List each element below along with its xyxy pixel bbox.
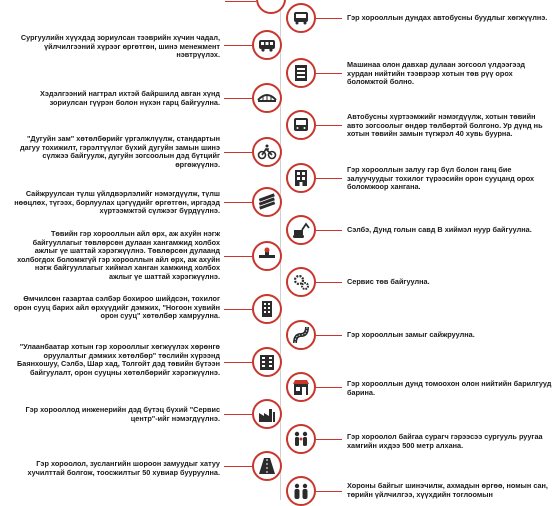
pipes-icon (252, 187, 282, 217)
excavator-icon (286, 215, 316, 245)
connector-line (316, 335, 342, 336)
road-icon (252, 451, 282, 481)
connector-line (224, 202, 252, 203)
connector-line (224, 309, 252, 310)
connector-line (316, 18, 342, 19)
left-item-text: Гэр хороолол, зуслангийн шороон замуудыг хатуу хучилттай болгож, тоосжилтыг 50 хувиар бууруулна. (27, 459, 220, 477)
connector-line (224, 414, 252, 415)
left-item-text: "Дугуйн зам" хөтөлбөрийг үргэлжлүүлж, стандартын дагуу тохижилт, гэрэлтүүлэг бүхий дугуйн замын шинэ сүлжээ байгуулж, дугуйн зогсоолын дэд бүтцийг өргөжүүлнэ. (20, 134, 220, 169)
left-item-text: Сургуулийн хүүхдэд зориулсан тээврийн хүчин чадал, үйлчилгээний хүрээг өргөтгөн, шинэ менежмент нэвтрүүлэх. (20, 33, 220, 60)
heating-pipe-icon (252, 241, 282, 271)
left-item-text: Гэр хорооллод инженерийн дэд бүтэц бүхий "Сервис центр"-ийг нэмэгдүүлнэ. (25, 405, 220, 423)
left-item-text: Сайжруулсан түлш үйлдвэрлэлийг нэмэгдүүлж, түлш нөөцлөх, түгээх, борлуулах цэгүүдийг өргөтгөн, иргэдэд хүртээмжтэй сүлжээг бүрдүүлнэ. (14, 189, 220, 216)
right-item-text: Хороны байгыг шинэчилж, ахмадын өргөө, номын сан, төрийн үйлчилгээ, хүүхдийн тоглоомын (347, 481, 548, 499)
connector-line (316, 439, 342, 440)
left-item-text: "Улаанбаатар хотын гэр хорооллыг хөгжүүлэх хөрөнгө оруулалтыг дэмжих хөтөлбөр" төслийн хүрээнд Баянхошуу, Сэлбэ, Шар хад, Толгойт дэд төвийн бүтээн байгуулалт, орон сууцны хөтөлбөрийг хэрэгжүүлнэ. (17, 342, 220, 377)
connector-line (224, 466, 252, 467)
right-item-text: Гэр хорооллын замыг сайжруулна. (347, 330, 475, 339)
right-item-text: Гэр хорооллын залуу гэр бүл болон ганц бие залуучуудыг тохилог түрээсийн орон сууцанд орох боломжоор хангана. (347, 165, 535, 192)
hospital-icon (286, 163, 316, 193)
right-item-text: Гэр хорооллын дунд томоохон олон нийтийн барилгууд барина. (347, 379, 552, 397)
connector-line (224, 362, 252, 363)
connector-line (316, 282, 342, 283)
bicycle-icon (252, 137, 282, 167)
connector-line (316, 491, 342, 492)
gears-icon (286, 267, 316, 297)
connector-line (316, 73, 342, 74)
right-item-text: Машинаа олон давхар дулаан зогсоол үлдээгээд хурдан нийтийн тээврээр хотын төв рүү орох боломжтой болно. (347, 60, 526, 87)
curved-road-icon (286, 320, 316, 350)
right-item-text: Сэлбэ, Дунд голын савд В хиймэл нуур байгуулна. (347, 225, 532, 234)
connector-line (316, 125, 342, 126)
connector-line (225, 1, 256, 2)
building-icon (252, 294, 282, 324)
right-item-text: Гэр хороолол байгаа сурагч гэрээсээ сургууль руугаа хамгийн ихдээ 500 метр алхана. (347, 432, 543, 450)
apartment-icon (252, 347, 282, 377)
bus-stop-icon (286, 3, 316, 33)
right-item-text: Автобусны хүртээмжийг нэмэгдүүлж, хотын төвийн авто зогсоолыг өндөр төлбөртэй болгоно. Ур дүнд нь хотын төвийн замын түгжрэл 40 хувь буурна. (347, 112, 543, 139)
parking-icon (286, 58, 316, 88)
connector-line (316, 230, 342, 231)
right-item-text: Гэр хорооллын дундах автобусны буудлыг хөгжүүлнэ. (347, 13, 548, 22)
top-partial-node (256, 0, 286, 14)
connector-line (316, 178, 342, 179)
right-item-text: Сервис төв байгуулна. (347, 277, 430, 286)
bridge-icon (252, 83, 282, 113)
left-item-text: Төвийн гэр хорооллын айл өрх, аж ахуйн нэгж байгууллагыг төвлөрсөн дулаан хангамжид холбох ажлыг үе шаттай хэрэгжүүлнэ. Төвлөрсөн дулаанд холбогдох боломжгүй гэр хорооллын айл өрх, аж ахуйн нэгж байгууллагыг хиймэл ханган хамжинд холбох ажлыг үе шаттай хэрэгжүүлнэ. (17, 229, 220, 281)
shop-icon (286, 372, 316, 402)
left-item-text: Өмчилсөн газартаа сэлбэр бохироо шийдсэн, тохилог орон сууц барих айл өрхүүдийг дэмжих, "Ногоон хувийн орон сууц" хөтөлбөр хамруулна. (13, 294, 220, 321)
left-item-text: Хэдэлгээний нагтрал ихтэй байршилд авган хүнд зориулсан гүүрэн болон нүхэн гарц байгуулна. (40, 89, 220, 107)
bus-icon (252, 30, 282, 60)
family-icon (286, 424, 316, 454)
connector-line (224, 45, 252, 46)
connector-line (224, 256, 252, 257)
people-icon (286, 476, 316, 506)
connector-line (224, 98, 252, 99)
factory-icon (252, 399, 282, 429)
bus-front-icon (286, 110, 316, 140)
connector-line (316, 387, 342, 388)
connector-line (224, 152, 252, 153)
